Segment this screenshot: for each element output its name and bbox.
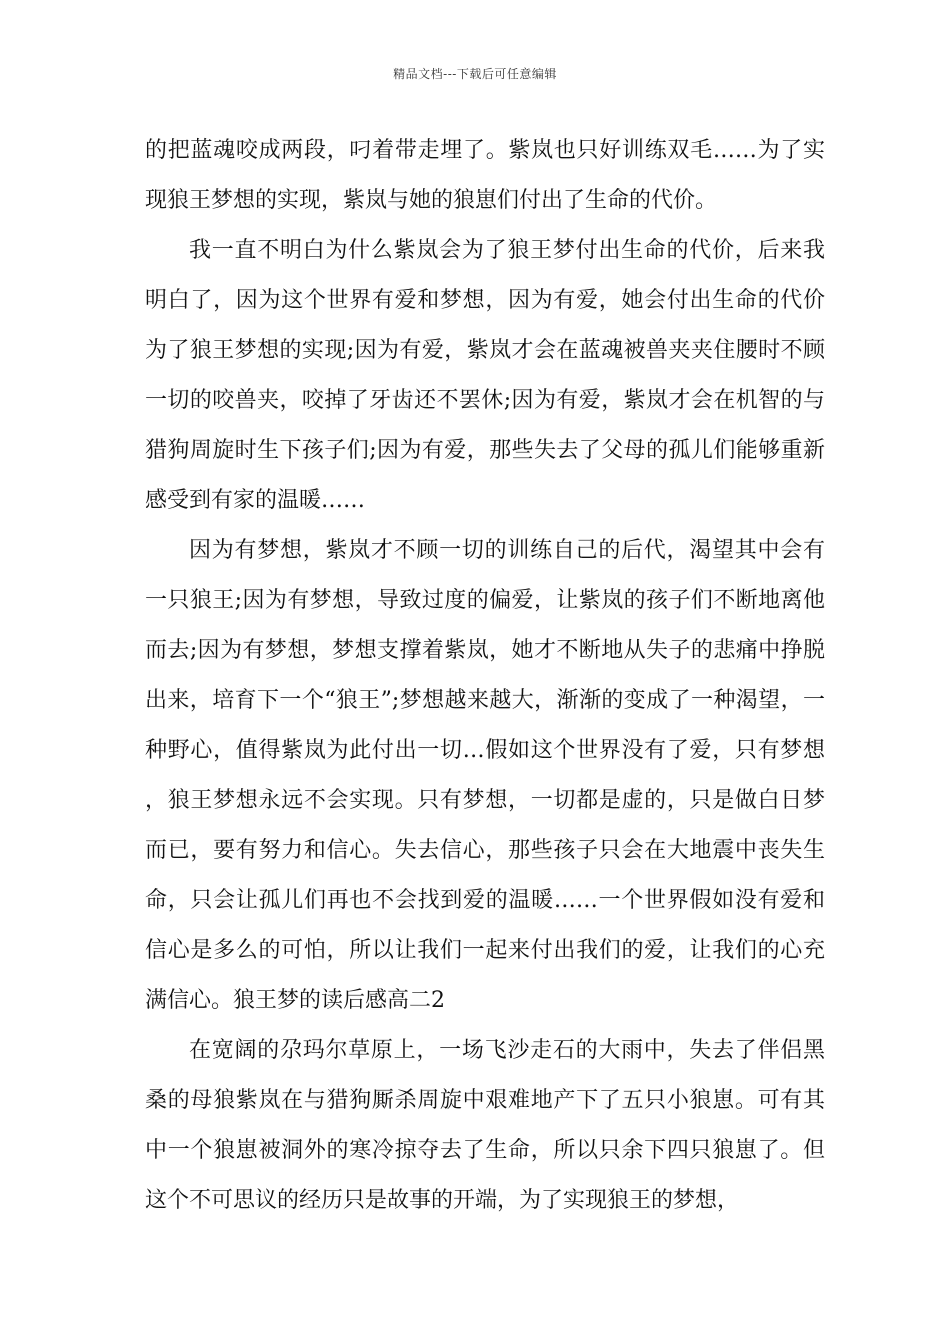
paragraph-4: 在宽阔的尕玛尔草原上，一场飞沙走石的大雨中，失去了伴侣黑桑的母狼紫岚在与猎狗厮杀周旋中艰难地产下了五只小狼崽。可有其中一个狼崽被洞外的寒冷掠夺去了生命，所以只余下四只狼崽了。但这个不可思议的经历只是故事的开端，为了实现狼王的梦想，	[145, 1038, 825, 1213]
paragraph-2: 我一直不明白为什么紫岚会为了狼王梦付出生命的代价，后来我明白了，因为这个世界有爱和梦想，因为有爱，她会付出生命的代价为了狼王梦想的实现;因为有爱，紫岚才会在蓝魂被兽夹夹住腰时不顾一切的咬兽夹，咬掉了牙齿还不罢休;因为有爱，紫岚才会在机智的与猎狗周旋时生下孩子们;因为有爱，那些失去了父母的孤儿们能够重新感受到有家的温暖……	[145, 238, 825, 513]
document-body	[145, 126, 825, 1226]
page-header: 精品文档---下载后可任意编辑	[393, 67, 557, 81]
paragraph-3: 因为有梦想，紫岚才不顾一切的训练自己的后代，渴望其中会有一只狼王;因为有梦想，导致过度的偏爱，让紫岚的孩子们不断地离他而去;因为有梦想，梦想支撑着紫岚，她才不断地从失子的悲痛中挣脱出来，培育下一个“狼王”;梦想越来越大，渐渐的变成了一种渴望，一种野心，值得紫岚为此付出一切…假如这个世界没有了爱，只有梦想，狼王梦想永远不会实现。只有梦想，一切都是虚的，只是做白日梦而已，要有努力和信心。失去信心，那些孩子只会在大地震中丧失生命，只会让孤儿们再也不会找到爱的温暖……一个世界假如没有爱和信心是多么的可怕，所以让我们一起来付出我们的爱，让我们的心充满信心。狼王梦的读后感高二2	[145, 538, 825, 1013]
paragraph-1: 的把蓝魂咬成两段，叼着带走埋了。紫岚也只好训练双毛……为了实现狼王梦想的实现，紫岚与她的狼崽们付出了生命的代价。	[145, 138, 825, 213]
